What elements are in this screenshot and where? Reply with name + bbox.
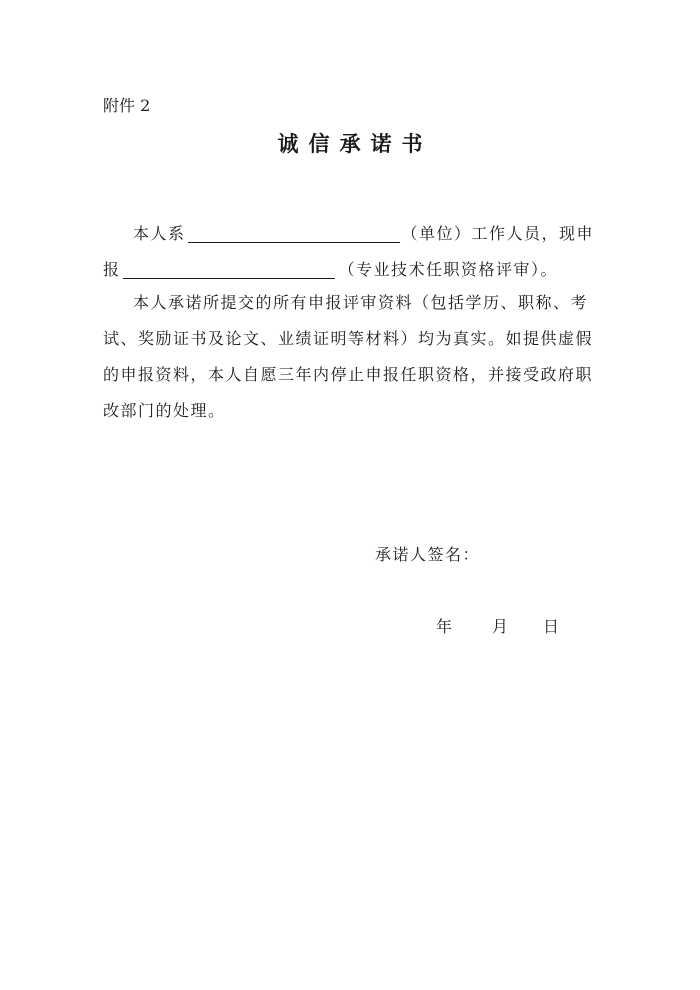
pledge-line-2 (103, 256, 603, 281)
pledge-paragraph-line: 改部门的处理。 (103, 401, 226, 420)
pledge-line-1 (103, 220, 633, 245)
pledge-paragraph-line: 试、奖励证书及论文、业绩证明等材料）均为真实。如提供虚假 (103, 329, 594, 348)
pledge-paragraph-line: 的申报资料，本人自愿三年内停止申报任职资格，并接受政府职 (103, 365, 594, 384)
pledge-line-2-suffix: （专业技术任职资格评审）。 (338, 260, 559, 279)
unit-blank[interactable] (188, 224, 400, 243)
signature-label: 承诺人签名： (375, 545, 481, 564)
attachment-label: 附件 2 (103, 96, 151, 115)
date-year: 年 (436, 617, 453, 636)
date-day: 日 (543, 617, 560, 636)
pledge-line-1-suffix: （单位）工作人员，现申 (401, 224, 595, 243)
page-title: 诚信承诺书 (277, 131, 433, 156)
pledge-paragraph-line: 本人承诺所提交的所有申报评审资料（包括学历、职称、考 (133, 293, 589, 312)
pledge-line-1-prefix: 本人系 (133, 224, 186, 243)
pledge-line-2-prefix: 报 (103, 260, 121, 279)
date-month: 月 (492, 617, 509, 636)
report-blank[interactable] (123, 260, 335, 279)
